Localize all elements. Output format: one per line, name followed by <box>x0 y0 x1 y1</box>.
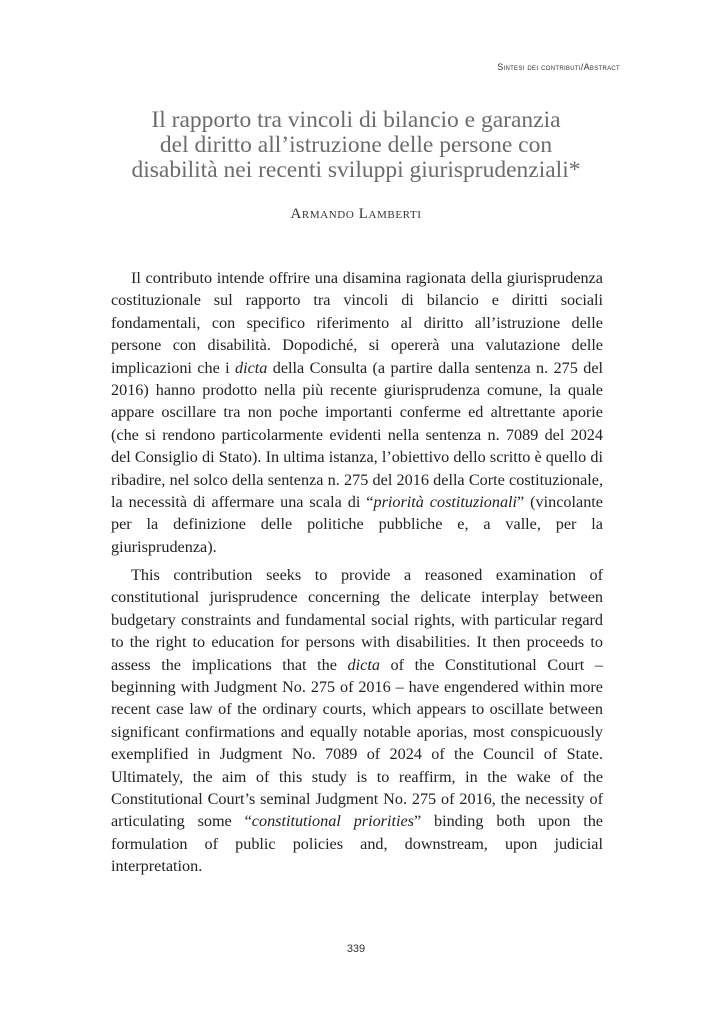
abstract-emphasis: constitutional priorities <box>251 812 414 831</box>
article-title <box>90 108 622 183</box>
abstract-italian <box>111 267 603 558</box>
title-line: disabilità nei recenti sviluppi giurisprudenziali* <box>131 157 581 183</box>
abstract-text: ” binding both upon the formulation of public policies and, downstream, upon judicial interpretation. <box>111 812 603 876</box>
abstract-text: Il contributo intende offrire una disamina ragionata della giurisprudenza costituzionale sul rapporto tra vincoli di bilancio e diritti sociali fondamentali, con specifico riferimento al diritto all’istruzione delle persone con disabilità. Dopodiché, si opererà una valutazione delle implicazioni che i <box>111 269 603 377</box>
abstract-english <box>111 564 603 878</box>
title-line: Il rapporto tra vincoli di bilancio e garanzia <box>151 107 561 133</box>
abstract-text: This contribution seeks to provide a reasoned examination of constitutional jurisprudence concerning the delicate interplay between budgetary constraints and fundamental social rights, with particular regard to the right to education for persons with disabilities. It then proceeds to assess the implications that the <box>111 566 603 674</box>
abstract-emphasis: priorità costituzionali <box>373 493 518 512</box>
abstract-emphasis: dicta <box>235 358 268 377</box>
abstract-text: ” (vincolante per la definizione delle politiche pubbliche e, a valle, per la giurisprudenza). <box>111 493 603 556</box>
running-head: Sintesi dei contributi/Abstract <box>497 62 620 72</box>
page-number: 339 <box>346 943 366 955</box>
abstract-emphasis: dicta <box>347 655 380 674</box>
abstract-text: della Consulta (a partire dalla sentenza n. 275 del 2016) hanno prodotto nella più recente giurisprudenza comune, la quale appare oscillare tra non poche importanti conferme ed altrettante aporie (che si rendono particolarmente evidenti nella sentenza n. 7089 del 2024 del Consiglio di Stato). In ultima istanza, l’obiettivo dello scritto è quello di ribadire, nel solco della sentenza n. 275 del 2016 della Corte costituzionale, la necessità di affermare una scala di “ <box>111 358 603 512</box>
author-name: Armando Lamberti <box>290 206 422 222</box>
title-line: del diritto all’istruzione delle persone con <box>159 132 553 158</box>
abstract-text: of the Constitutional Court – beginning with Judgment No. 275 of 2016 – have engendered within more recent case law of the ordinary courts, which appears to oscillate between significant confirmations and equally notable aporias, most conspicuously exemplified in Judgment No. 7089 of 2024 of the Council of State. Ultimately, the aim of this study is to reaffirm, in the wake of the Constitutional Court’s seminal Judgment No. 275 of 2016, the necessity of articulating some “ <box>111 655 603 831</box>
